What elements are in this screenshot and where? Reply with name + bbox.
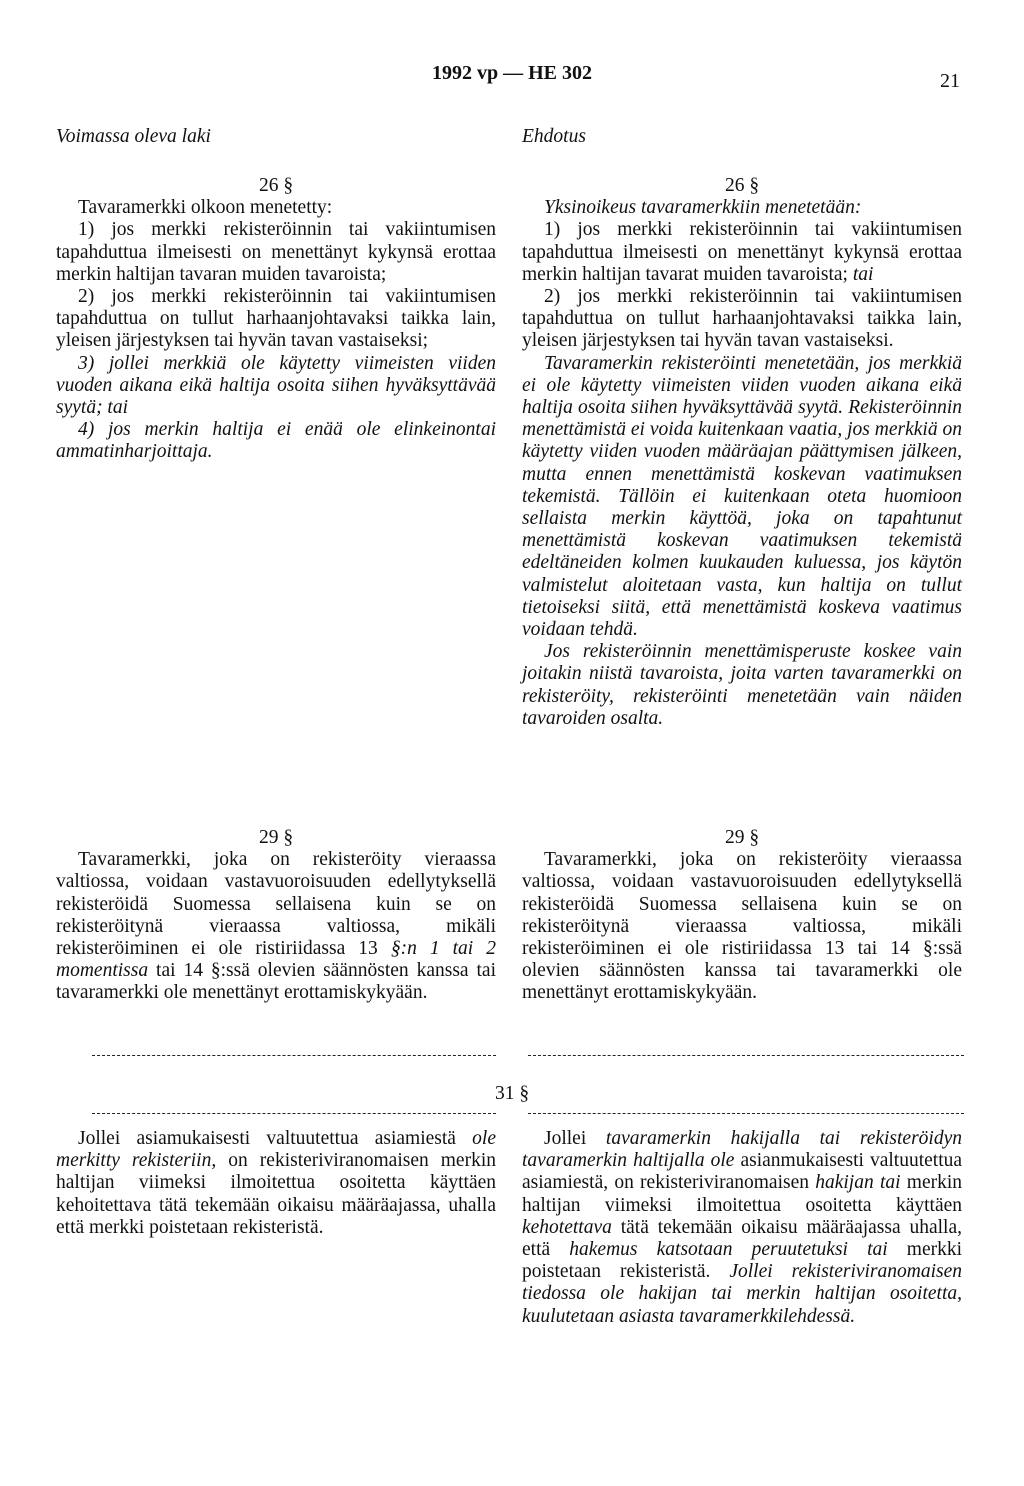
- sec31-left: [56, 1128, 496, 1239]
- page-header-title: 1992 vp — HE 302: [431, 62, 593, 84]
- sec31-right-a: Jollei: [544, 1128, 587, 1149]
- sec26-right-number: 26 §: [724, 175, 760, 196]
- sec29-left-number: 29 §: [258, 827, 294, 848]
- sec31-left-text: [56, 1128, 496, 1239]
- sec31-right-text: [522, 1128, 962, 1328]
- right-dashed-separator-2: [528, 1113, 964, 1114]
- sec31-left-text-a: Jollei asiamukaisesti valtuutettua asiamiestä: [78, 1128, 456, 1149]
- sec31-left-text-c: on rekisteriviranomaisen merkin haltijan viimeksi ilmoitettua osoitetta käyttäen kehoitettava tätä tekemään oikaisu määräajassa, uhalla että merkki poistetaan rekisteristä.: [56, 1150, 496, 1238]
- right-dashed-separator: [528, 1055, 964, 1056]
- sec29-right: [522, 827, 962, 1005]
- sec31-number: 31 §: [494, 1083, 530, 1104]
- sec26-right: [522, 175, 962, 730]
- sec31-right-g: tätä tekemään oikaisu määräajassa uhalla, että: [522, 1216, 963, 1261]
- sec26-right-para3: Jos rekisteröinnin menettämisperuste koskee vain joitakin niistä tavaroista, joita varten tavaramerkki on rekisteröity, rekisteröinti menetetään vain näiden tavaroiden osalta.: [522, 641, 962, 729]
- sec29-right-text: Tavaramerkki, joka on rekisteröity vieraassa valtiossa, voidaan vastavuoroisuuden edellytyksellä rekisteröidä Suomessa sellaisena kuin se on rekisteröitynä vieraassa valtiossa, mikäli rekisteröiminen ei ole ristiriidassa 13 tai 14 §:ssä olevien säännösten kanssa tai tavaramerkki ole menettänyt erottamiskykyään.: [522, 849, 962, 1004]
- sec31-right: [522, 1128, 962, 1328]
- sec31-right-d: hakijan tai: [815, 1172, 901, 1194]
- sec26-left-item4: 4) jos merkin haltija ei enää ole elinkeinontai ammatinharjoittaja.: [56, 419, 496, 463]
- sec26-left: [56, 175, 496, 464]
- sec29-left-text: [56, 849, 496, 1004]
- sec26-left-item2: 2) jos merkki rekisteröinnin tai vakiintumisen tapahduttua on tullut harhaanjohtavaksi taikka lain, yleisen järjestyksen tai hyvän tavan vastaiseksi;: [56, 286, 496, 352]
- sec26-right-lead: Yksinoikeus tavaramerkkiin menetetään:: [544, 197, 862, 219]
- sec31-right-h: hakemus katsotaan peruutetuksi tai: [569, 1239, 888, 1261]
- sec29-left-text-a: Tavaramerkki, joka on rekisteröity vieraassa valtiossa, voidaan vastavuoroisuuden edellytyksellä rekisteröidä Suomessa sellaisena kuin se on rekisteröitynä vieraassa valtiossa, mikäli rekisteröiminen ei ole ristiriidassa 13: [56, 849, 496, 960]
- sec26-right-item1-text: 1) jos merkki rekisteröinnin tai vakiintumisen tapahduttua ilmeisesti on menettänyt kykynsä erottaa merkin haltijan tavarat muiden tavaroista;: [522, 219, 962, 285]
- right-column-heading: Ehdotus: [522, 126, 586, 147]
- sec31-right-b: tavaramerkin hakijalla tai rekisteröidyn tavaramerkin haltijalla ole: [522, 1128, 963, 1172]
- sec31-right-e: merkin haltijan viimeksi ilmoitettua osoitetta käyttäen: [522, 1172, 963, 1216]
- sec31-right-j: Jollei rekisteriviranomaisen tiedossa ole hakijan tai merkin haltijan osoitetta, kuulutetaan asiasta tavaramerkkilehdessä.: [522, 1261, 963, 1327]
- sec29-left-text-b: §:n 1 tai 2 momentissa: [56, 938, 496, 982]
- sec26-right-item1: [522, 219, 962, 286]
- sec29-right-number: 29 §: [724, 827, 760, 848]
- sec29-left-text-c: tai 14 §:ssä olevien säännösten kanssa tai tavaramerkki ole menettänyt erottamiskykyään.: [56, 960, 496, 1004]
- sec31-right-c: asianmukaisesti valtuutettua asiamiestä, on rekisteriviranomaisen: [522, 1150, 963, 1194]
- sec26-right-item1-tai: tai: [852, 263, 874, 285]
- left-dashed-separator: [92, 1055, 496, 1056]
- sec26-left-number: 26 §: [258, 175, 294, 196]
- page-number: 21: [940, 70, 960, 92]
- sec26-right-item2: 2) jos merkki rekisteröinnin tai vakiintumisen tapahduttua on tullut harhaanjohtavaksi taikka lain, yleisen järjestyksen tai hyvän tavan vastaiseksi.: [522, 286, 962, 352]
- sec26-left-item1: 1) jos merkki rekisteröinnin tai vakiintumisen tapahduttua ilmeisesti on menettänyt kykynsä erottaa merkin haltijan tavaran muiden tavaroista;: [56, 219, 496, 285]
- left-column-heading: Voimassa oleva laki: [56, 126, 211, 147]
- sec26-left-item3: 3) jollei merkkiä ole käytetty viimeisten viiden vuoden aikana eikä haltija osoita siihen hyväksyttävää syytä; tai: [56, 352, 496, 419]
- sec31-left-text-b: ole merkitty rekisteriin,: [56, 1128, 496, 1172]
- sec31-right-f: kehotettava: [522, 1216, 612, 1238]
- sec31-right-i: merkki poistetaan rekisteristä.: [522, 1239, 963, 1283]
- sec29-left: [56, 827, 496, 1005]
- left-dashed-separator-2: [92, 1113, 496, 1114]
- sec26-left-lead: Tavaramerkki olkoon menetetty:: [78, 197, 333, 219]
- sec26-right-para2: Tavaramerkin rekisteröinti menetetään, jos merkkiä ei ole käytetty viimeisten viiden vuoden aikana eikä haltija osoita siihen hyväksyttävää syytä. Rekisteröinnin menettämistä ei voida kuitenkaan vaatia, jos merkkiä on käytetty viiden vuoden määräajan päättymisen jälkeen, mutta ennen menettämistä koskevan vaatimuksen tekemistä. Tällöin ei kuitenkaan oteta huomioon sellaista merkin käyttöä, joka on tapahtunut menettämistä koskevan vaatimuksen tekemistä edeltäneiden kolmen kuukauden kuluessa, jos käytön valmistelut aloitetaan vasta, kun haltija on tullut tietoiseksi siitä, että menettämistä koskeva vaatimus voidaan tehdä.: [522, 352, 962, 641]
